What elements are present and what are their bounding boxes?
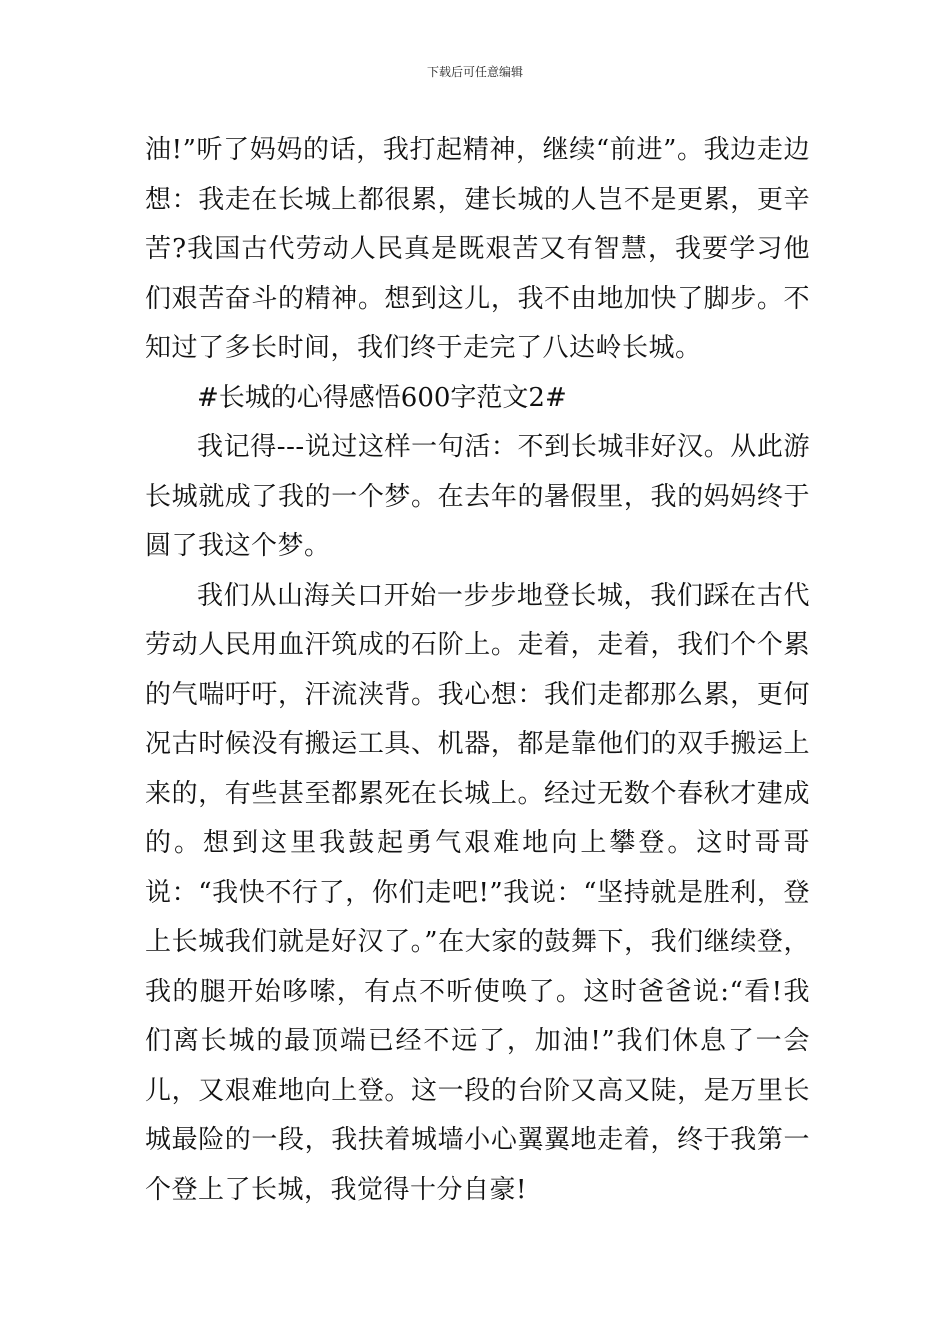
document-body [145,126,810,1215]
paragraph-3: 我们从山海关口开始一步步地登长城，我们踩在古代劳动人民用血汗筑成的石阶上。走着，走着，我们个个累的气喘吁吁，汗流浃背。我心想：我们走都那么累，更何况古时候没有搬运工具、机器，都是靠他们的双手搬运上来的，有些甚至都累死在长城上。经过无数个春秋才建成的。想到这里我鼓起勇气艰难地向上攀登。这时哥哥说：“我快不行了，你们走吧!”我说：“坚持就是胜利，登上长城我们就是好汉了。”在大家的鼓舞下，我们继续登，我的腿开始哆嗦，有点不听使唤了。这时爸爸说:“看!我们离长城的最顶端已经不远了，加油!”我们休息了一会儿，又艰难地向上登。这一段的台阶又高又陡，是万里长城最险的一段，我扶着城墙小心翼翼地走着，终于我第一个登上了长城，我觉得十分自豪! [145,580,810,1205]
page-header: 下载后可任意编辑 [426,65,523,79]
section-heading: #长城的心得感悟600字范文2# [197,382,567,413]
paragraph-2: 我记得---说过这样一句活：不到长城非好汉。从此游长城就成了我的一个梦。在去年的暑假里，我的妈妈终于圆了我这个梦。 [145,432,810,561]
paragraph-1: 油!”听了妈妈的话，我打起精神，继续“前进”。我边走边想：我走在长城上都很累，建长城的人岂不是更累，更辛苦?我国古代劳动人民真是既艰苦又有智慧，我要学习他们艰苦奋斗的精神。想到这儿，我不由地加快了脚步。不知过了多长时间，我们终于走完了八达岭长城。 [145,135,810,363]
